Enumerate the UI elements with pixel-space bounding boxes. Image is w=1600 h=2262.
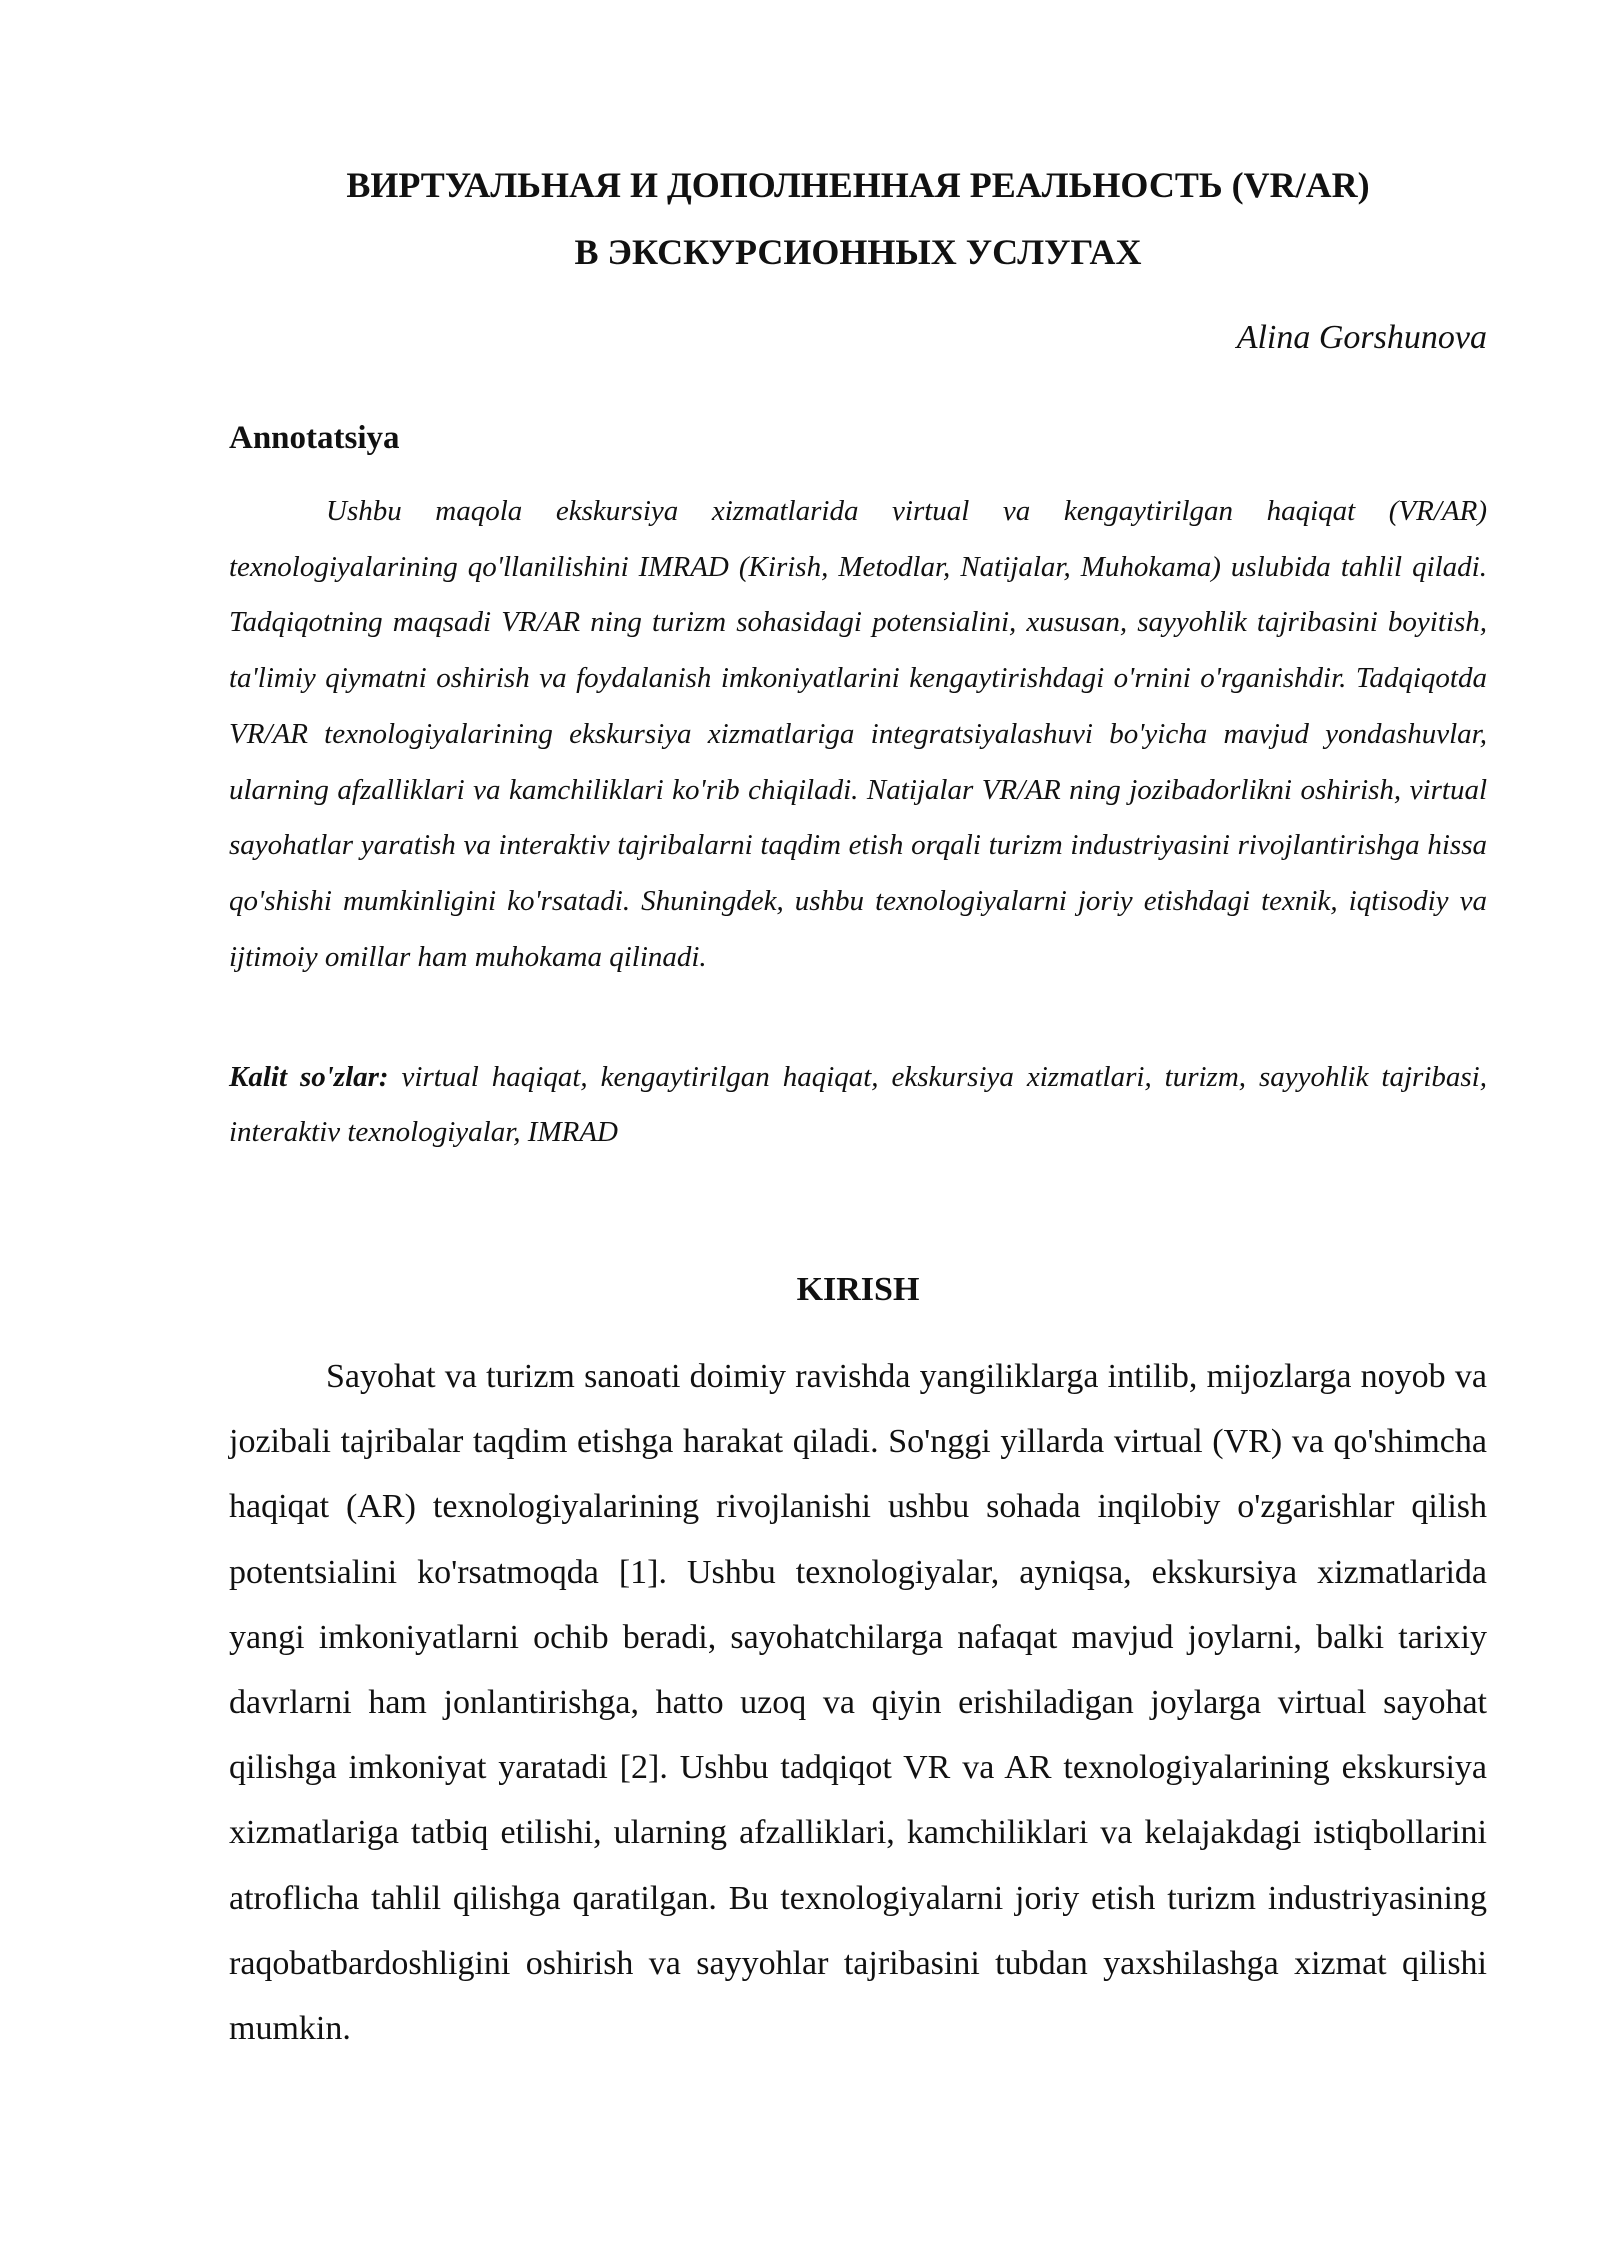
abstract-heading: Annotatsiya [229, 420, 400, 456]
paper-title [229, 152, 1487, 286]
title-line-1: ВИРТУАЛЬНАЯ И ДОПОЛНЕННАЯ РЕАЛЬНОСТЬ (VR/AR) [346, 165, 1370, 205]
keywords-paragraph [229, 1050, 1487, 1160]
keywords-label: Kalit so'zlar: [229, 1061, 389, 1093]
author-name: Alina Gorshunova [1236, 319, 1487, 356]
title-line-2: В ЭКСКУРСИОННЫХ УСЛУГАХ [574, 232, 1142, 272]
section-heading-intro: KIRISH [796, 1271, 920, 1308]
abstract-paragraph: Ushbu maqola ekskursiya xizmatlarida virtual va kengaytirilgan haqiqat (VR/AR) texnologiyalarining qo'llanilishini IMRAD (Kirish, Metodlar, Natijalar, Muhokama) uslubida tahlil qiladi. Tadqiqotning maqsadi VR/AR ning turizm sohasidagi potensialini, xususan, sayyohlik tajribasini boyitish, ta'limiy qiymatni oshirish va foydalanish imkoniyatlarini kengaytirishdagi o'rnini o'rganishdir. Tadqiqotda VR/AR texnologiyalarining ekskursiya xizmatlariga integratsiyalashuvi bo'yicha mavjud yondashuvlar, ularning afzalliklari va kamchiliklari ko'rib chiqiladi. Natijalar VR/AR ning jozibadorlikni oshirish, virtual sayohatlar yaratish va interaktiv tajribalarni taqdim etish orqali turizm industriyasini rivojlantirishga hissa qo'shishi mumkinligini ko'rsatadi. Shuningdek, ushbu texnologiyalarni joriy etishdagi texnik, iqtisodiy va ijtimoiy omillar ham muhokama qilinadi. [229, 495, 1487, 973]
keywords-list: virtual haqiqat, kengaytirilgan haqiqat, ekskursiya xizmatlari, turizm, sayyohlik tajribasi, interaktiv texnologiyalar, IMRAD [229, 1061, 1487, 1148]
intro-paragraph: Sayohat va turizm sanoati doimiy ravishda yangiliklarga intilib, mijozlarga noyob va jozibali tajribalar taqdim etishga harakat qiladi. So'nggi yillarda virtual (VR) va qo'shimcha haqiqat (AR) texnologiyalarining rivojlanishi ushbu sohada inqilobiy o'zgarishlar qilish potentsialini ko'rsatmoqda [1]. Ushbu texnologiyalar, ayniqsa, ekskursiya xizmatlarida yangi imkoniyatlarni ochib beradi, sayohatchilarga nafaqat mavjud joylarni, balki tarixiy davrlarni ham jonlantirishga, hatto uzoq va qiyin erishiladigan joylarga virtual sayohat qilishga imkoniyat yaratadi [2]. Ushbu tadqiqot VR va AR texnologiyalarining ekskursiya xizmatlariga tatbiq etilishi, ularning afzalliklari, kamchiliklari va kelajakdagi istiqbollarini atroflicha tahlil qilishga qaratilgan. Bu texnologiyalarni joriy etish turizm industriyasining raqobatbardoshligini oshirish va sayyohlar tajribasini tubdan yaxshilashga xizmat qilishi mumkin. [229, 1358, 1487, 2048]
